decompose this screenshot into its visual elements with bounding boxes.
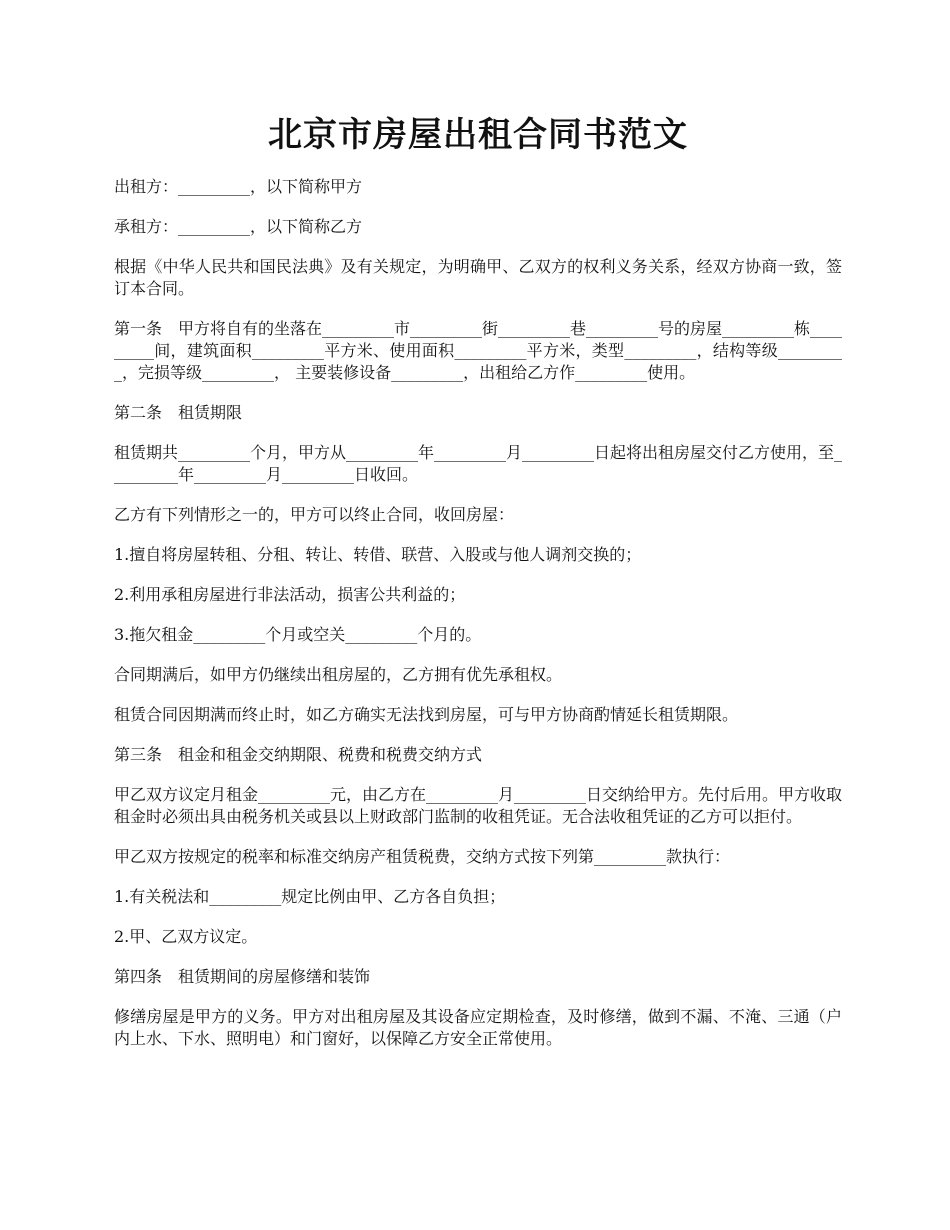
- paragraph-repairs: 修缮房屋是甲方的义务。甲方对出租房屋及其设备应定期检查，及时修缮，做到不漏、不淹、三通（户内上水、下水、照明电）和门窗好，以保障乙方安全正常使用。: [114, 1007, 842, 1048]
- list-item-termination-2: 2.利用承租房屋进行非法活动，损害公共利益的；: [114, 585, 466, 604]
- heading-article-3: 第三条 租金和租金交纳期限、税费和税费交纳方式: [114, 745, 483, 764]
- paragraph-priority-right: 合同期满后，如甲方仍继续出租房屋的，乙方拥有优先承租权。: [114, 665, 563, 684]
- paragraph-lessee: 承租方：_________，以下简称乙方: [114, 217, 363, 236]
- paragraph-termination-intro: 乙方有下列情形之一的，甲方可以终止合同，收回房屋：: [114, 505, 515, 524]
- list-item-tax-1: 1.有关税法和_________规定比例由甲、乙方各自负担；: [114, 887, 506, 906]
- paragraph-preamble: 根据《中华人民共和国民法典》及有关规定，为明确甲、乙双方的权利义务关系，经双方协商一致，签订本合同。: [114, 257, 842, 298]
- paragraph-rent: 甲乙双方议定月租金_________元，由乙方在_________月_________日交纳给甲方。先付后用。甲方收取租金时必须出具由税务机关或县以上财政部门监制的收租凭证。无合法收租凭证的乙方可以拒付。: [114, 785, 843, 826]
- paragraph-extension: 租赁合同因期满而终止时，如乙方确实无法找到房屋，可与甲方协商酌情延长租赁期限。: [114, 705, 739, 724]
- list-item-termination-1: 1.擅自将房屋转租、分租、转让、转借、联营、入股或与他人调剂交换的；: [114, 545, 642, 564]
- document-page: [114, 112, 842, 1068]
- list-item-termination-3: 3.拖欠租金_________个月或空关_________个月的。: [114, 625, 482, 644]
- heading-article-4: 第四条 租赁期间的房屋修缮和装饰: [114, 967, 371, 986]
- paragraph-tax: 甲乙双方按规定的税率和标准交纳房产租赁税费，交纳方式按下列第_________款执行：: [114, 847, 731, 866]
- document-title: 北京市房屋出租合同书范文: [268, 115, 688, 155]
- paragraph-lease-term: 租赁期共_________个月，甲方从_________年_________月_________日起将出租房屋交付乙方使用，至_________年_________月_________日收回。: [114, 443, 843, 484]
- paragraph-article-1: 第一条 甲方将自有的坐落在_________市_________街_________巷_________号的房屋_________栋_________间，建筑面积_________平方米、使用面积_________平方米，类型_________，结构等级_________，完损等级_________， 主要装修设备_________，出租给乙方作_________使用。: [114, 319, 843, 382]
- heading-article-2: 第二条 租赁期限: [114, 403, 243, 422]
- list-item-tax-2: 2.甲、乙双方议定。: [114, 927, 258, 946]
- paragraph-lessor: 出租方：_________，以下简称甲方: [114, 177, 363, 196]
